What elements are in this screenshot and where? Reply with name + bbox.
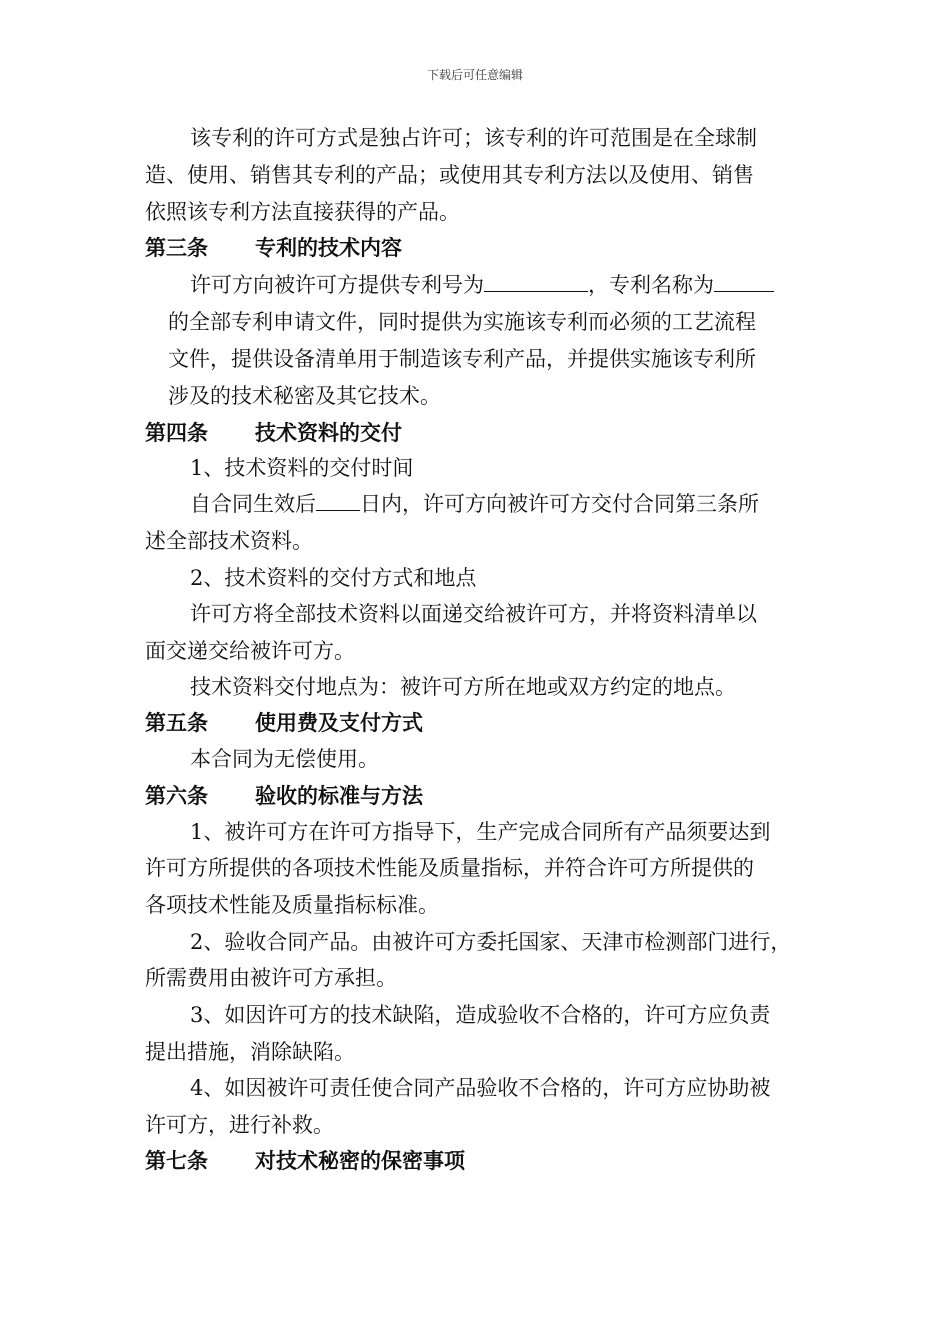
paragraph-line: 3、如因许可方的技术缺陷，造成验收不合格的，许可方应负责 — [190, 1003, 771, 1027]
article-number: 第五条 — [145, 710, 208, 735]
paragraph-line — [190, 489, 759, 519]
paragraph-line: 1、被许可方在许可方指导下，生产完成合同所有产品须要达到 — [190, 820, 771, 844]
fill-blank — [714, 271, 774, 292]
paragraph-line: 本合同为无偿使用。 — [190, 747, 379, 771]
article-title: 使用费及支付方式 — [255, 710, 423, 735]
paragraph-line: 许可方将全部技术资料以面递交给被许可方，并将资料清单以 — [190, 602, 757, 626]
fill-blank — [316, 490, 360, 511]
article-title: 验收的标准与方法 — [255, 783, 423, 808]
article-heading — [145, 708, 423, 738]
paragraph-line: 提出措施，消除缺陷。 — [145, 1040, 355, 1064]
article-title: 对技术秘密的保密事项 — [255, 1148, 465, 1173]
paragraph-line: 许可方，进行补救。 — [145, 1113, 334, 1137]
paragraph-line: 许可方所提供的各项技术性能及质量指标，并符合许可方所提供的 — [145, 856, 754, 880]
article-number: 第六条 — [145, 783, 208, 808]
paragraph-line: 所需费用由被许可方承担。 — [145, 966, 397, 990]
paragraph-line: 4、如因被许可责任使合同产品验收不合格的，许可方应协助被 — [190, 1076, 771, 1100]
paragraph-line: 2、验收合同产品。由被许可方委托国家、天津市检测部门进行， — [190, 930, 792, 954]
paragraph-line: 技术资料交付地点为：被许可方所在地或双方约定的地点。 — [190, 675, 736, 699]
paragraph-line: 2、技术资料的交付方式和地点 — [190, 566, 477, 590]
paragraph-line: 涉及的技术秘密及其它技术。 — [168, 384, 441, 408]
article-number: 第七条 — [145, 1148, 208, 1173]
paragraph-line: 该专利的许可方式是独占许可；该专利的许可范围是在全球制 — [190, 126, 757, 150]
article-heading — [145, 418, 402, 448]
paragraph-line: 文件，提供设备清单用于制造该专利产品，并提供实施该专利所 — [168, 347, 756, 371]
paragraph-line: 各项技术性能及质量指标标准。 — [145, 893, 439, 917]
paragraph-line — [190, 270, 774, 300]
line-text: ，专利名称为 — [588, 273, 714, 297]
article-number: 第三条 — [145, 235, 208, 260]
fill-blank — [484, 271, 588, 292]
paragraph-line: 依照该专利方法直接获得的产品。 — [145, 200, 460, 224]
article-title: 专利的技术内容 — [255, 235, 402, 260]
line-text: 自合同生效后 — [190, 492, 316, 516]
paragraph-line: 1、技术资料的交付时间 — [190, 456, 414, 480]
paragraph-line: 造、使用、销售其专利的产品；或使用其专利方法以及使用、销售 — [145, 163, 754, 187]
page-header: 下载后可任意编辑 — [426, 68, 523, 82]
line-text: 日内，许可方向被许可方交付合同第三条所 — [360, 492, 759, 516]
paragraph-line: 的全部专利申请文件，同时提供为实施该专利而必须的工艺流程 — [168, 310, 756, 334]
article-heading — [145, 781, 423, 811]
article-number: 第四条 — [145, 420, 208, 445]
paragraph-line: 面交递交给被许可方。 — [145, 639, 355, 663]
article-heading — [145, 1146, 465, 1176]
article-heading — [145, 233, 402, 263]
article-title: 技术资料的交付 — [255, 420, 402, 445]
line-text: 许可方向被许可方提供专利号为 — [190, 273, 484, 297]
paragraph-line: 述全部技术资料。 — [145, 529, 313, 553]
